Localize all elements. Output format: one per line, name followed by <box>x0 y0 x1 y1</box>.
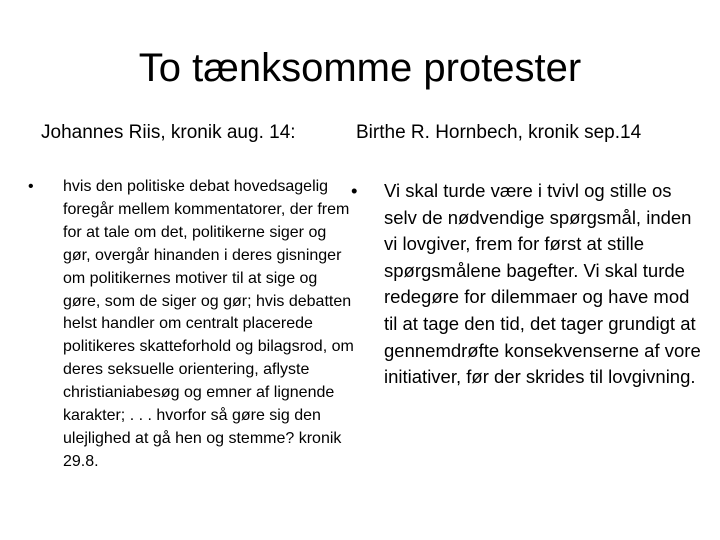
left-column-heading: Johannes Riis, kronik aug. 14: <box>41 122 296 143</box>
right-bullet-item <box>351 178 701 391</box>
bullet-dot-icon: • <box>351 180 358 201</box>
slide-title: To tænksomme protester <box>138 46 582 90</box>
left-bullet-item <box>28 176 358 474</box>
left-bullet-list <box>28 176 358 474</box>
right-bullet-list <box>351 178 701 391</box>
right-column-heading: Birthe R. Hornbech, kronik sep.14 <box>356 122 642 143</box>
bullet-dot-icon: • <box>28 178 34 195</box>
right-bullet-text: Vi skal turde være i tvivl og stille os selv de nødvendige spørgsmål, inden vi lovgiver, frem for først at stille spørgsmålene bagefter. Vi skal turde redegøre for dilemmaer og have mod til at tage den tid, det tager grundigt at gennemdrøfte konsekvenserne af vore initiativer, før der skrides til lovgivning. <box>384 180 701 388</box>
left-bullet-text: hvis den politiske debat hovedsagelig foregår mellem kommentatorer, der frem for at tale om det, politikerne siger og gør, overgår hinanden i deres gisninger om politikernes motiver til at sige og gøre, som de siger og gør; hvis debatten helst handler om centralt placerede politikeres skatteforhold og bilagsrod, om deres seksuelle orientering, aflyste christianiabesøg og emner af lignende karakter; . . . hvorfor så gøre sig den ulejlighed at gå hen og stemme? kronik 29.8. <box>63 178 354 470</box>
